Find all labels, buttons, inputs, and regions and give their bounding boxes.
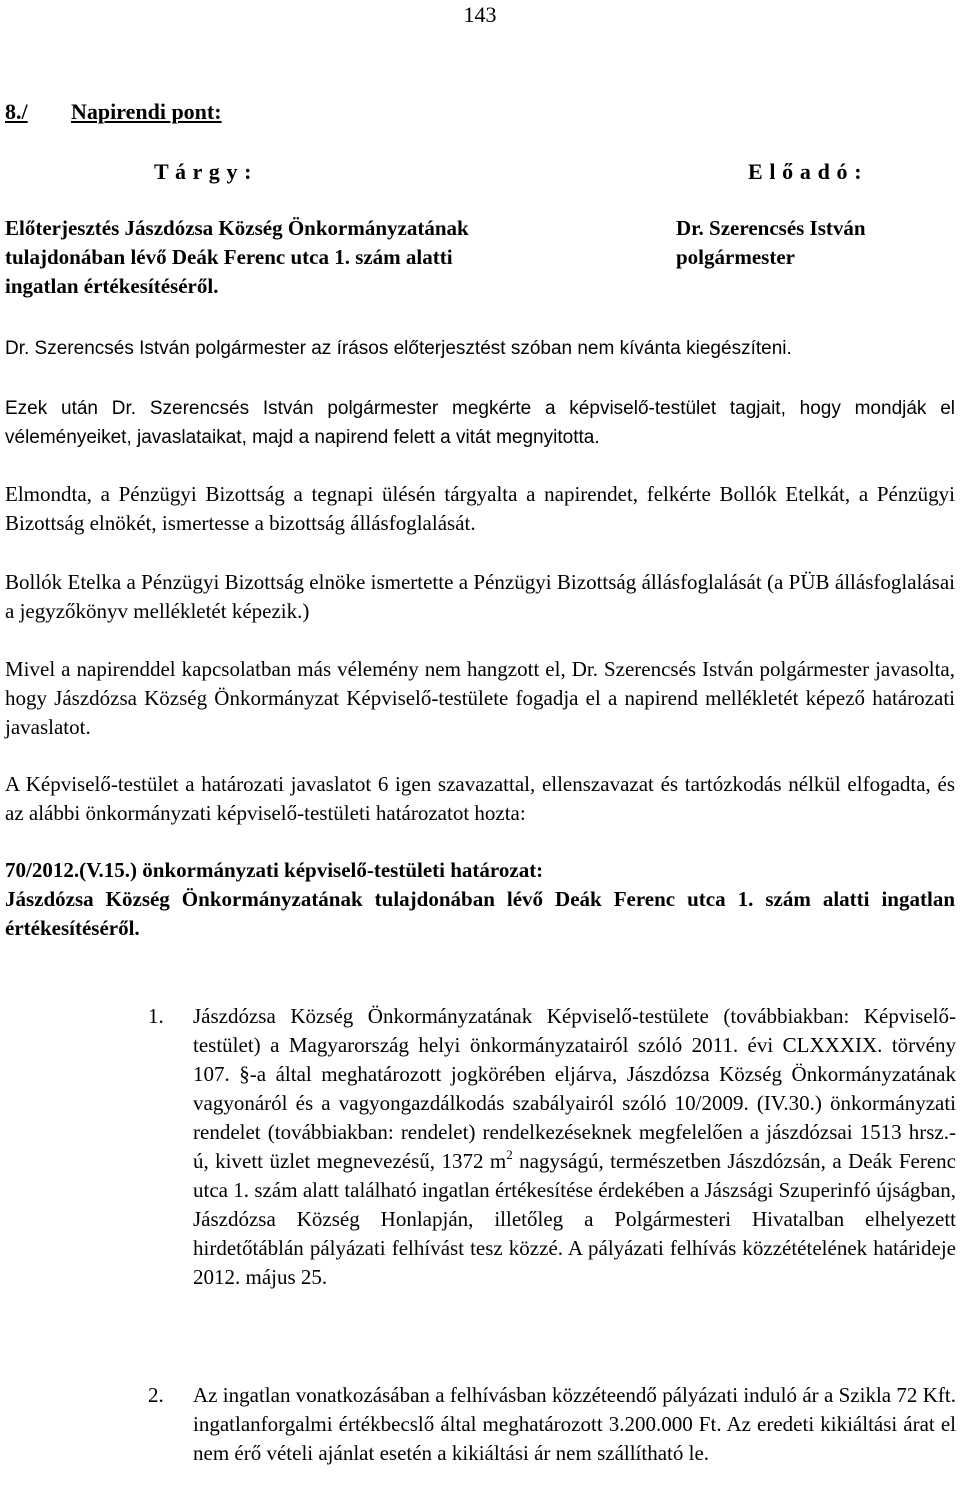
paragraph-proposal: Mivel a napirenddel kapcsolatban más vélemény nem hangzott el, Dr. Szerencsés István polgármester javasolta, hogy Jászdózsa Község Önkormányzat Képviselő-testülete fogadja el a napirend mellékletét képező határozati javaslatot. bbox=[5, 657, 955, 739]
paragraph-committee-report: Bollók Etelka a Pénzügyi Bizottság elnöke ismertette a Pénzügyi Bizottság állásfoglalását (a PÜB állásfoglalásai a jegyzőkönyv mellékletét képezik.) bbox=[5, 570, 955, 623]
presenter-text: Dr. Szerencsés István polgármester bbox=[676, 216, 866, 269]
presenter-heading: E l ő a d ó : bbox=[748, 159, 863, 184]
paragraph-vote: A Képviselő-testület a határozati javaslatot 6 igen szavazattal, ellenszavazat és tartózkodás nélkül elfogadta, és az alábbi önkormányzati képviselő-testületi határozatot hozta: bbox=[5, 772, 955, 825]
list-item bbox=[148, 1002, 956, 1292]
list-item-number: 2. bbox=[148, 1383, 164, 1407]
paragraph-intro: Dr. Szerencsés István polgármester az írásos előterjesztést szóban nem kívánta kiegészíteni. bbox=[5, 338, 792, 359]
resolution-subject: Jászdózsa Község Önkormányzatának tulajdonában lévő Deák Ferenc utca 1. szám alatti ingatlan értékesítéséről. bbox=[5, 887, 955, 940]
paragraph-committee: Elmondta, a Pénzügyi Bizottság a tegnapi ülésén tárgyalta a napirendet, felkérte Bollók Etelkát, a Pénzügyi Bizottság elnökét, ismertesse a bizottság állásfoglalását. bbox=[5, 482, 955, 535]
superscript: 2 bbox=[506, 1147, 513, 1162]
page-number: 143 bbox=[463, 2, 497, 27]
resolution-title: 70/2012.(V.15.) önkormányzati képviselő-testületi határozat: bbox=[5, 858, 544, 882]
paragraph-opening: Ezek után Dr. Szerencsés István polgármester megkérte a képviselő-testület tagjait, hogy mondják el véleményeiket, javaslataikat, majd a napirend felett a vitát megnyitotta. bbox=[5, 398, 955, 448]
agenda-number: 8./ bbox=[5, 99, 28, 124]
subject-text: Előterjesztés Jászdózsa Község Önkormányzatának tulajdonában lévő Deák Ferenc utca 1. szám alatti ingatlan értékesítéséről. bbox=[5, 216, 469, 298]
list-item-number: 1. bbox=[148, 1004, 164, 1028]
list-item-text: Jászdózsa Község Önkormányzatának Képviselő-testülete (továbbiakban: Képviselő-testület) a Magyarország helyi önkormányzatairól szóló 2011. évi CLXXXIX. törvény 107. §-a által meghatározott jogkörében eljárva, Jászdózsa Község Önkormányzatának vagyonáról és a vagyongazdálkodás szabályairól szóló 10/2009. (IV.30.) önkormányzati rendelet (továbbiakban: rendelet) rendelkezéseknek megfelelően a jászdózsai 1513 hrsz.-ú, kivett üzlet megnevezésű, 1372 $m^2$ nagyságú, természetben Jászdózsán, a Deák Ferenc utca 1. szám alatt található ingatlan értékesítése érdekében a Jászsági Szuperinfó újságban, Jászdózsa Község Honlapján, illetőleg a Polgármesteri Hivatalban elhelyezett hirdetőtáblán pályázati felhívást tesz közzé. A pályázati felhívás közzétételének határideje 2012. május 25. bbox=[193, 1004, 956, 1289]
agenda-heading bbox=[5, 97, 222, 126]
list-item bbox=[148, 1381, 956, 1468]
list-item-text: Az ingatlan vonatkozásában a felhívásban közzéteendő pályázati induló ár a Szikla 72 Kft. ingatlanforgalmi értékbecslő által meghatározott 3.200.000 Ft. Az eredeti kikiáltási árat el nem érő vételi ajánlat esetén a kikiáltási ár nem szállítható le. bbox=[193, 1383, 956, 1465]
agenda-label: Napirendi pont: bbox=[71, 99, 222, 124]
subject-heading: T á r g y : bbox=[154, 159, 253, 184]
